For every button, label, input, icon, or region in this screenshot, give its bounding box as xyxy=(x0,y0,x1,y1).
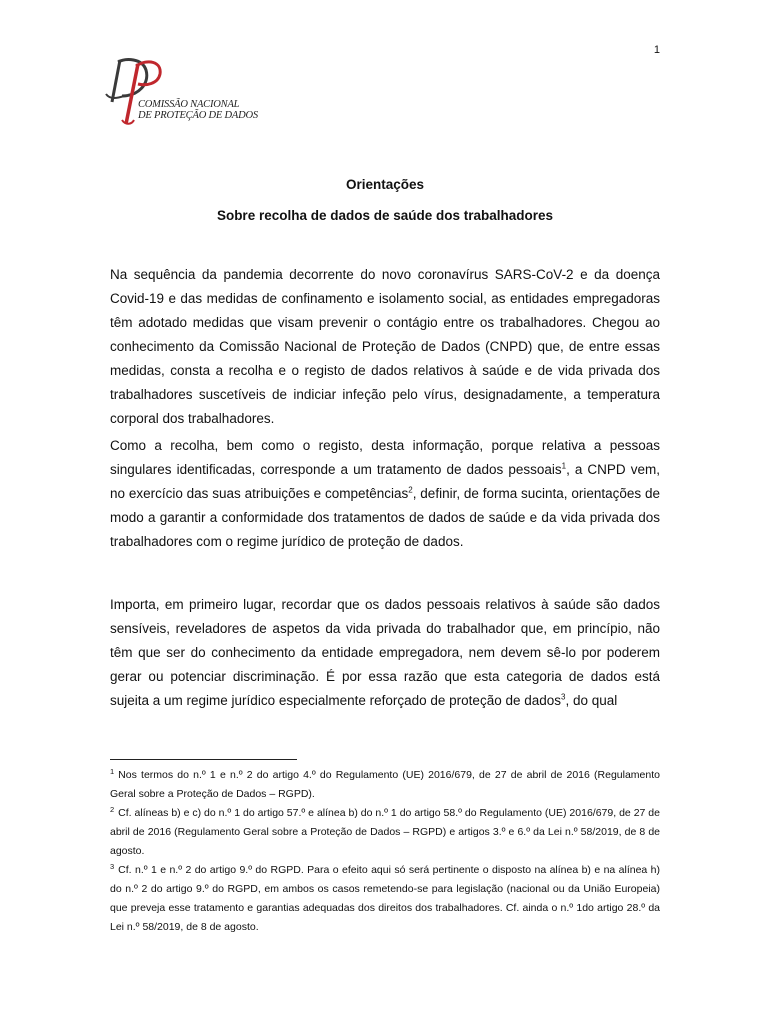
footnote-3-mark: 3 xyxy=(110,861,115,871)
logo-line-1: COMISSÃO NACIONAL xyxy=(138,99,240,110)
footnote-2-text: Cf. alíneas b) e c) do n.º 1 do artigo 57.º e alínea b) do n.º 1 do artigo 58.º do Regulamento (UE) 2016/679, de 27 de abril de 2016 (Regulamento Geral sobre a Proteção de Dados – RGPD) e artigos 3.º e 6.º da Lei n.º 58/2019, de 8 de agosto. xyxy=(110,807,660,857)
paragraph-2-part-a: Como a recolha, bem como o registo, desta informação, porque relativa a pessoas singulares identificadas, corresponde a um tratamento de dados pessoais xyxy=(110,438,660,477)
footnote-2 xyxy=(110,804,660,861)
footnote-1 xyxy=(110,766,660,804)
logo-line-2: DE PROTEÇÃO DE DADOS xyxy=(138,110,258,121)
logo-wordmark xyxy=(138,99,258,121)
footnote-1-text: Nos termos do n.º 1 e n.º 2 do artigo 4.º do Regulamento (UE) 2016/679, de 27 de abril de 2016 (Regulamento Geral sobre a Proteção de Dados – RGPD). xyxy=(110,769,660,800)
paragraph-2-part-c: , definir, de forma sucinta, orientações de modo a garantir a conformidade dos tratamentos de dados de saúde e da vida privada dos trabalhadores com o regime jurídico de proteção de dados. xyxy=(110,486,660,549)
footnote-ref-3[interactable]: 3 xyxy=(561,692,566,702)
paragraph-3-part-a: Importa, em primeiro lugar, recordar que os dados pessoais relativos à saúde são dados sensíveis, reveladores de aspetos da vida privada do trabalhador que, em princípio, não têm que ser do conhecimento da entidade empregadora, nem devem sê-lo por poderem gerar ou potenciar discriminação. É por essa razão que esta categoria de dados está sujeita a um regime jurídico especialmente reforçado de proteção de dados xyxy=(110,597,660,708)
paragraph-3-part-b: , do qual xyxy=(565,693,618,708)
footnote-3 xyxy=(110,861,660,937)
footnote-divider xyxy=(110,759,297,760)
document-title: Orientações xyxy=(345,177,425,192)
footnote-1-mark: 1 xyxy=(110,766,115,776)
paragraph-2-part-b: , a CNPD vem, no exercício das suas atribuições e competências xyxy=(110,462,660,501)
page-number: 1 xyxy=(653,44,660,56)
footnotes xyxy=(110,766,660,937)
footnote-ref-2[interactable]: 2 xyxy=(408,485,413,495)
paragraph-2 xyxy=(110,434,660,554)
paragraph-3 xyxy=(110,593,660,713)
document-subtitle: Sobre recolha de dados de saúde dos trabalhadores xyxy=(216,208,554,223)
paragraph-1-text: Na sequência da pandemia decorrente do novo coronavírus SARS-CoV-2 e da doença Covid-19 e das medidas de confinamento e isolamento social, as entidades empregadoras têm adotado medidas que visam prevenir o contágio entre os trabalhadores. Chegou ao conhecimento da Comissão Nacional de Proteção de Dados (CNPD) que, de entre essas medidas, consta a recolha e o registo de dados relativos à saúde e de vida privada dos trabalhadores suscetíveis de indiciar infeção pelo vírus, designadamente, a temperatura corporal dos trabalhadores. xyxy=(110,267,660,426)
paragraph-1 xyxy=(110,263,660,431)
footnote-3-text: Cf. n.º 1 e n.º 2 do artigo 9.º do RGPD. Para o efeito aqui só será pertinente o disposto na alínea b) e na alínea h) do n.º 2 do artigo 9.º do RGPD, em ambos os casos remetendo-se para legislação (nacional ou da União Europeia) que preveja esse tratamento e garantias adequadas dos direitos dos trabalhadores. Cf. ainda o n.º 1do artigo 28.º da Lei n.º 58/2019, de 8 de agosto. xyxy=(110,864,660,933)
footnote-ref-1[interactable]: 1 xyxy=(561,461,567,471)
footnote-2-mark: 2 xyxy=(110,804,115,814)
